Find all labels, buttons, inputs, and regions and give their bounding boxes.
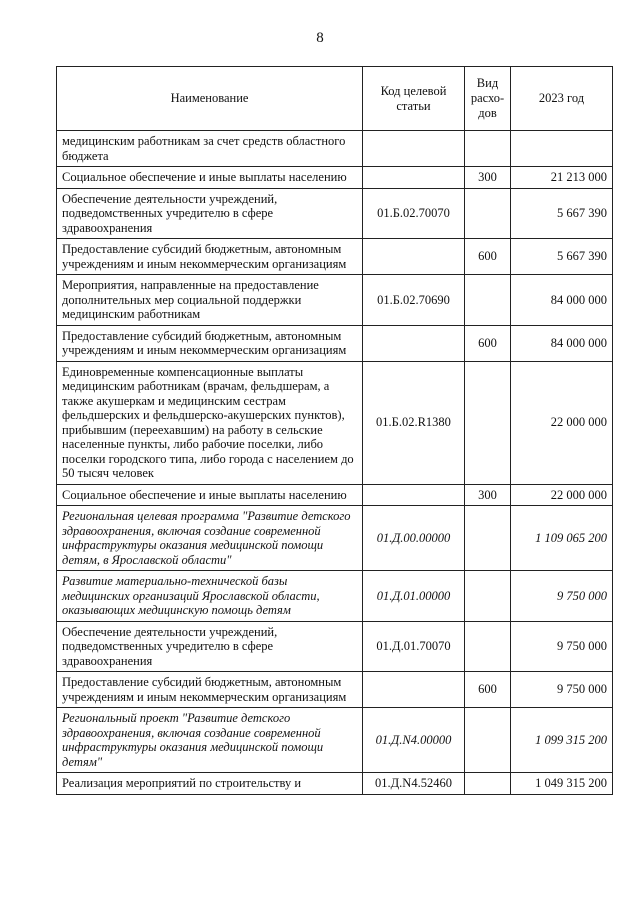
cell-type: [465, 361, 511, 484]
cell-sum: 1 099 315 200: [511, 708, 613, 773]
cell-code: [363, 672, 465, 708]
cell-name: Реализация мероприятий по строительству и: [57, 773, 363, 795]
cell-sum: 22 000 000: [511, 361, 613, 484]
table-body: [57, 131, 613, 795]
cell-sum: 5 667 390: [511, 239, 613, 275]
table-row: [57, 773, 613, 795]
cell-code: [363, 131, 465, 167]
table-row: [57, 167, 613, 189]
cell-code: 01.Д.01.00000: [363, 571, 465, 622]
cell-sum: 5 667 390: [511, 188, 613, 239]
cell-type: [465, 506, 511, 571]
table-row: [57, 672, 613, 708]
cell-type: 300: [465, 484, 511, 506]
table-header-row: [57, 67, 613, 131]
cell-sum: 21 213 000: [511, 167, 613, 189]
table-row: [57, 239, 613, 275]
header-name: Наименование: [57, 67, 363, 131]
table-row: [57, 484, 613, 506]
cell-code: [363, 239, 465, 275]
cell-code: 01.Д.N4.52460: [363, 773, 465, 795]
cell-name: медицинским работникам за счет средств областного бюджета: [57, 131, 363, 167]
cell-sum: 84 000 000: [511, 275, 613, 326]
cell-type: [465, 571, 511, 622]
cell-sum: 84 000 000: [511, 325, 613, 361]
cell-name: Предоставление субсидий бюджетным, автономным учреждениям и иным некоммерческим организациям: [57, 239, 363, 275]
cell-name: Предоставление субсидий бюджетным, автономным учреждениям и иным некоммерческим организациям: [57, 325, 363, 361]
cell-code: 01.Б.02.70690: [363, 275, 465, 326]
budget-table: [56, 66, 613, 795]
cell-sum: 1 109 065 200: [511, 506, 613, 571]
cell-name: Развитие материально-технической базы медицинских организаций Ярославской области, оказывающих медицинскую помощь детям: [57, 571, 363, 622]
table-row: [57, 325, 613, 361]
cell-name: Региональная целевая программа "Развитие детского здравоохранения, включая создание современной инфраструктуры оказания медицинской помощи детям, в Ярославской области": [57, 506, 363, 571]
cell-name: Мероприятия, направленные на предоставление дополнительных мер социальной поддержки медицинским работникам: [57, 275, 363, 326]
cell-type: [465, 708, 511, 773]
table-row: [57, 131, 613, 167]
cell-type: [465, 275, 511, 326]
cell-code: [363, 325, 465, 361]
table-row: [57, 708, 613, 773]
table-row: [57, 275, 613, 326]
cell-name: Региональный проект "Развитие детского здравоохранения, включая создание современной инфраструктуры оказания медицинской помощи детям": [57, 708, 363, 773]
table-row: [57, 571, 613, 622]
cell-name: Единовременные компенсационные выплаты медицинским работникам (врачам, фельдшерам, а также акушеркам и медицинским сестрам фельдшерских и фельдшерско-акушерских пунктов), прибывшим (переехавшим) на работу в сельские населенные пункты, либо рабочие поселки, либо поселки городского типа, либо города с населением до 50 тысяч человек: [57, 361, 363, 484]
page-number: 8: [316, 30, 324, 46]
header-code: Код целевой статьи: [363, 67, 465, 131]
cell-code: [363, 484, 465, 506]
cell-sum: 22 000 000: [511, 484, 613, 506]
cell-sum: 9 750 000: [511, 672, 613, 708]
cell-code: 01.Д.N4.00000: [363, 708, 465, 773]
cell-type: [465, 621, 511, 672]
cell-type: [465, 188, 511, 239]
cell-name: Социальное обеспечение и иные выплаты населению: [57, 484, 363, 506]
cell-code: 01.Д.00.00000: [363, 506, 465, 571]
table-row: [57, 361, 613, 484]
cell-code: 01.Д.01.70070: [363, 621, 465, 672]
header-type: Вид расхо-дов: [465, 67, 511, 131]
cell-sum: 9 750 000: [511, 621, 613, 672]
cell-name: Предоставление субсидий бюджетным, автономным учреждениям и иным некоммерческим организациям: [57, 672, 363, 708]
cell-sum: 9 750 000: [511, 571, 613, 622]
cell-sum: 1 049 315 200: [511, 773, 613, 795]
cell-name: Обеспечение деятельности учреждений, подведомственных учредителю в сфере здравоохранения: [57, 188, 363, 239]
table-row: [57, 506, 613, 571]
cell-type: [465, 131, 511, 167]
cell-code: 01.Б.02.70070: [363, 188, 465, 239]
cell-name: Обеспечение деятельности учреждений, подведомственных учредителю в сфере здравоохранения: [57, 621, 363, 672]
cell-type: 300: [465, 167, 511, 189]
cell-code: [363, 167, 465, 189]
cell-code: 01.Б.02.R1380: [363, 361, 465, 484]
table-row: [57, 188, 613, 239]
cell-name: Социальное обеспечение и иные выплаты населению: [57, 167, 363, 189]
cell-type: 600: [465, 239, 511, 275]
table-row: [57, 621, 613, 672]
cell-type: 600: [465, 672, 511, 708]
cell-sum: [511, 131, 613, 167]
cell-type: 600: [465, 325, 511, 361]
header-year: 2023 год: [511, 67, 613, 131]
cell-type: [465, 773, 511, 795]
